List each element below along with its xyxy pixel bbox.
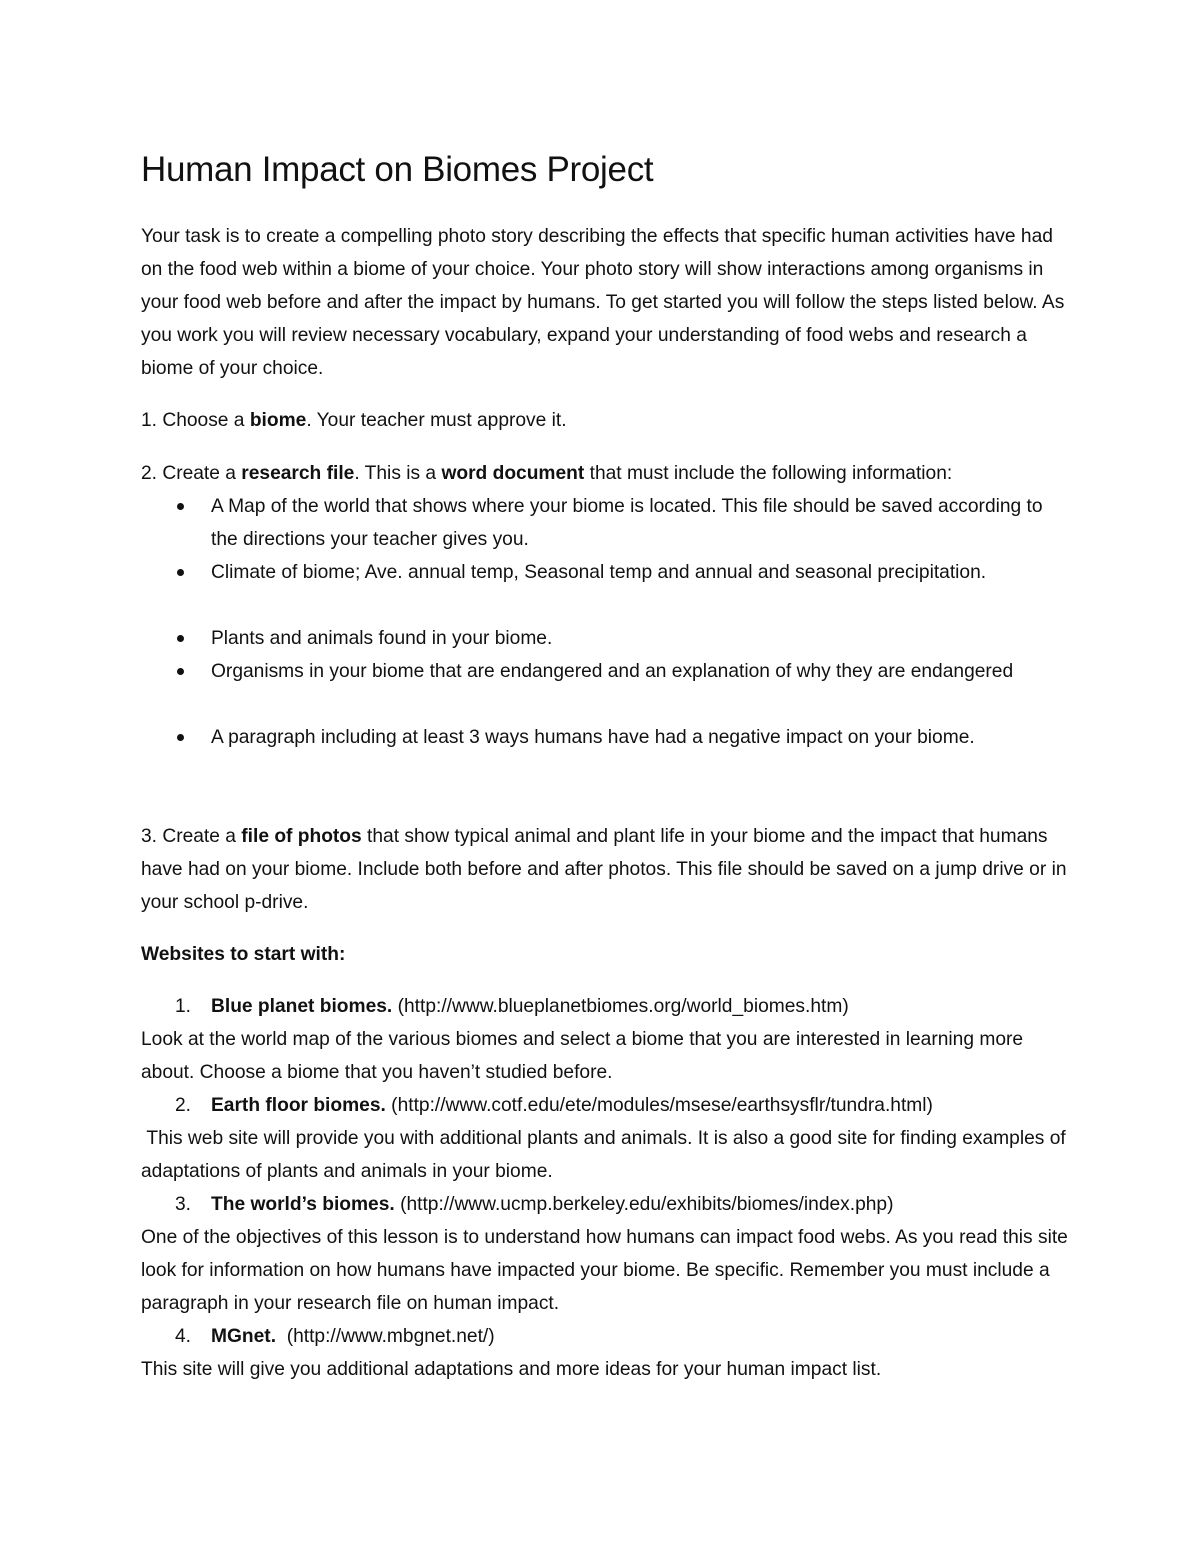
website-number: 2. <box>175 1095 192 1116</box>
list-item: Plants and animals found in your biome. <box>211 628 553 649</box>
step-3 <box>141 820 1071 919</box>
step-2-suffix: that must include the following information: <box>584 463 953 484</box>
step-2-prefix: 2. Create a <box>141 463 242 484</box>
website-name: Blue planet biomes. <box>211 996 393 1017</box>
step-3-suffix: that show typical animal and plant life in your biome and the impact that humans have had on your biome. Include both before and after photos. This file should be saved on a jump drive or in your school p-drive. <box>141 826 1067 913</box>
website-url[interactable]: (http://www.mbgnet.net/) <box>276 1326 495 1347</box>
website-description: This site will give you additional adaptations and more ideas for your human impact list. <box>141 1359 882 1380</box>
website-url[interactable]: (http://www.blueplanetbiomes.org/world_biomes.htm) <box>392 996 849 1017</box>
step-2-bold-research-file: research file <box>241 463 355 484</box>
bullet-icon <box>177 569 184 576</box>
website-description: This web site will provide you with additional plants and animals. It is also a good site for finding examples of adaptations of plants and animals in your biome. <box>141 1128 1072 1182</box>
website-name: The world’s biomes. <box>211 1194 395 1215</box>
bullet-icon <box>177 635 184 642</box>
bullet-icon <box>177 668 184 675</box>
step-3-bold: file of photos <box>241 826 362 847</box>
website-number: 3. <box>175 1194 192 1215</box>
website-name: Earth floor biomes. <box>211 1095 386 1116</box>
list-item: Climate of biome; Ave. annual temp, Seasonal temp and annual and seasonal precipitation. <box>211 562 987 583</box>
website-name: MGnet. <box>211 1326 277 1347</box>
bullet-icon <box>177 734 184 741</box>
step-3-prefix: 3. Create a <box>141 826 242 847</box>
step-2 <box>141 457 1071 490</box>
step-2-bold-word-document: word document <box>441 463 585 484</box>
website-description: One of the objectives of this lesson is to understand how humans can impact food webs. As you read this site look for information on how humans have impacted your biome. Be specific. Remember you must include a paragraph in your research file on human impact. <box>141 1227 1068 1314</box>
step-1 <box>141 404 1071 437</box>
website-description: Look at the world map of the various biomes and select a biome that you are interested in learning more about. Choose a biome that you haven’t studied before. <box>141 1029 1024 1083</box>
bullet-icon <box>177 503 184 510</box>
website-url[interactable]: (http://www.cotf.edu/ete/modules/msese/earthsysflr/tundra.html) <box>385 1095 933 1116</box>
list-item: A paragraph including at least 3 ways humans have had a negative impact on your biome. <box>211 727 975 748</box>
website-url[interactable]: (http://www.ucmp.berkeley.edu/exhibits/biomes/index.php) <box>394 1194 894 1215</box>
websites-heading: Websites to start with: <box>141 944 346 965</box>
step-1-prefix: 1. Choose a <box>141 410 250 431</box>
website-number: 1. <box>175 996 192 1017</box>
intro-paragraph: Your task is to create a compelling photo story describing the effects that specific human activities have had on the food web within a biome of your choice. Your photo story will show interactions among organisms in your food web before and after the impact by humans. To get started you will follow the steps listed below. As you work you will review necessary vocabulary, expand your understanding of food webs and research a biome of your choice. <box>141 226 1065 379</box>
step-1-suffix: . Your teacher must approve it. <box>306 410 567 431</box>
step-1-bold: biome <box>249 410 307 431</box>
list-item: A Map of the world that shows where your biome is located. This file should be saved according to the directions your teacher gives you. <box>211 496 1043 550</box>
step-2-middle: . This is a <box>354 463 442 484</box>
website-number: 4. <box>175 1326 192 1347</box>
list-item: Organisms in your biome that are endangered and an explanation of why they are endangered <box>211 661 1014 682</box>
page-title: Human Impact on Biomes Project <box>141 150 654 189</box>
